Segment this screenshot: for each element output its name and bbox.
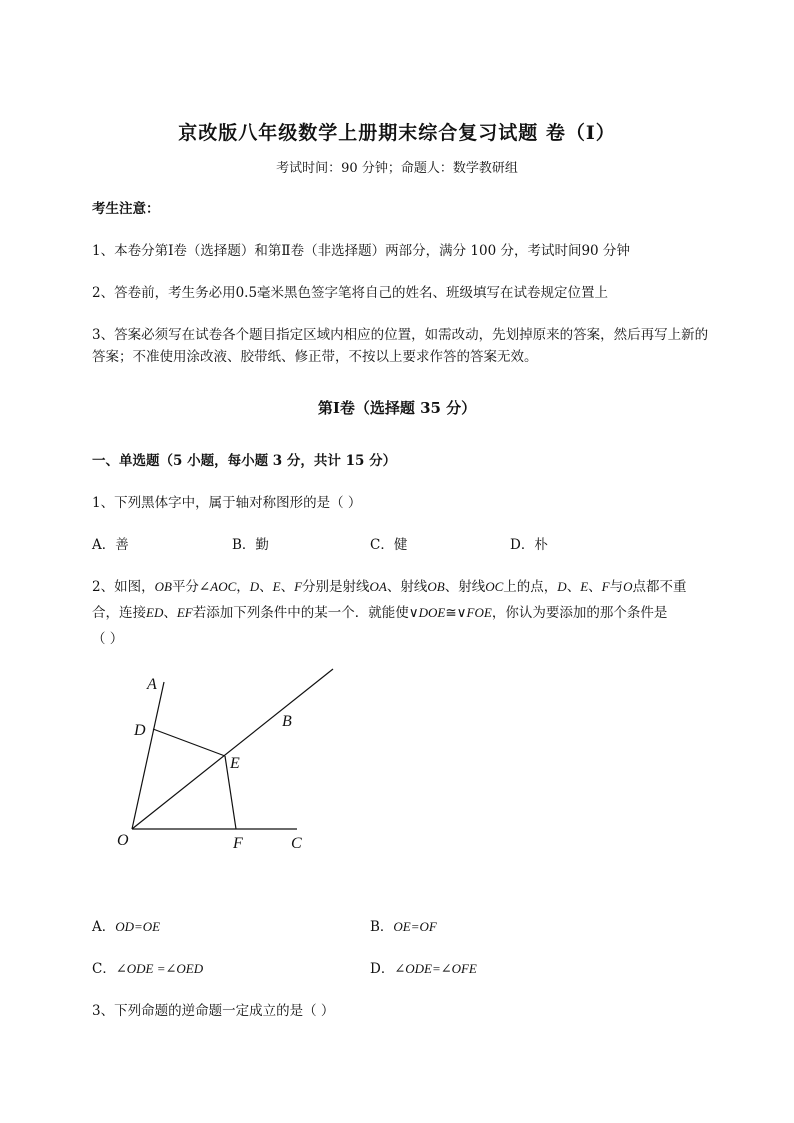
label-c: C — [291, 835, 302, 852]
q1-stem: 1、下列黑体字中，属于轴对称图形的是（ ） — [92, 495, 362, 511]
exam-info: 考试时间：90 分钟；命题人：数学教研组 — [276, 161, 518, 176]
segment-de — [153, 729, 225, 756]
q2-stem-line1: 2、如图，OB平分∠AOC，D、E、F分别是射线OA、射线OB、射线OC上的点，D、E、F与O点都不重 — [92, 579, 687, 595]
q2-option-c: C．∠ODE =∠OED — [92, 961, 204, 977]
q3-stem: 3、下列命题的逆命题一定成立的是（ ） — [92, 1003, 335, 1019]
q1-option-b: B．勤 — [232, 537, 269, 553]
notice-item-2: 2、答卷前，考生务必用0.5毫米黑色签字笔将自己的姓名、班级填写在试卷规定位置上 — [92, 285, 609, 301]
q2-option-b: B．OE=OF — [370, 919, 437, 935]
label-o: O — [117, 832, 129, 849]
q1-option-c: C．健 — [370, 537, 408, 553]
notice-item-3: 3、答案必须写在试卷各个题目指定区域内相应的位置，如需改动，先划掉原来的答案，然后再写上新的答案；不准使用涂改液、胶带纸、修正带，不按以上要求作答的答案无效。 — [92, 327, 709, 365]
q2-geometry-figure — [100, 660, 360, 860]
label-e: E — [230, 755, 240, 772]
part-heading: 一、单选题（5 小题，每小题 3 分，共计 15 分） — [92, 453, 397, 469]
q2-option-a: A．OD=OE — [92, 919, 161, 935]
label-b: B — [282, 713, 292, 730]
page-title: 京改版八年级数学上册期末综合复习试题 卷（Ⅰ） — [178, 122, 616, 144]
q2-stem-line2: 合，连接ED、EF若添加下列条件中的某一个．就能使∨DOE≅∨FOE，你认为要添加的那个条件是 — [92, 605, 668, 621]
label-f: F — [233, 835, 243, 852]
q1-option-a: A．善 — [92, 537, 129, 553]
label-a: A — [147, 676, 157, 693]
q2-option-d: D．∠ODE=∠OFE — [370, 961, 477, 977]
q1-option-d: D．朴 — [510, 537, 548, 553]
notice-item-1: 1、本卷分第Ⅰ卷（选择题）和第Ⅱ卷（非选择题）两部分，满分 100 分，考试时间90 分钟 — [92, 243, 630, 259]
label-d: D — [134, 722, 146, 739]
q2-answer-blank: （ ） — [92, 631, 124, 647]
notice-heading: 考生注意： — [92, 201, 160, 217]
section-title: 第Ⅰ卷（选择题 35 分） — [317, 399, 477, 417]
